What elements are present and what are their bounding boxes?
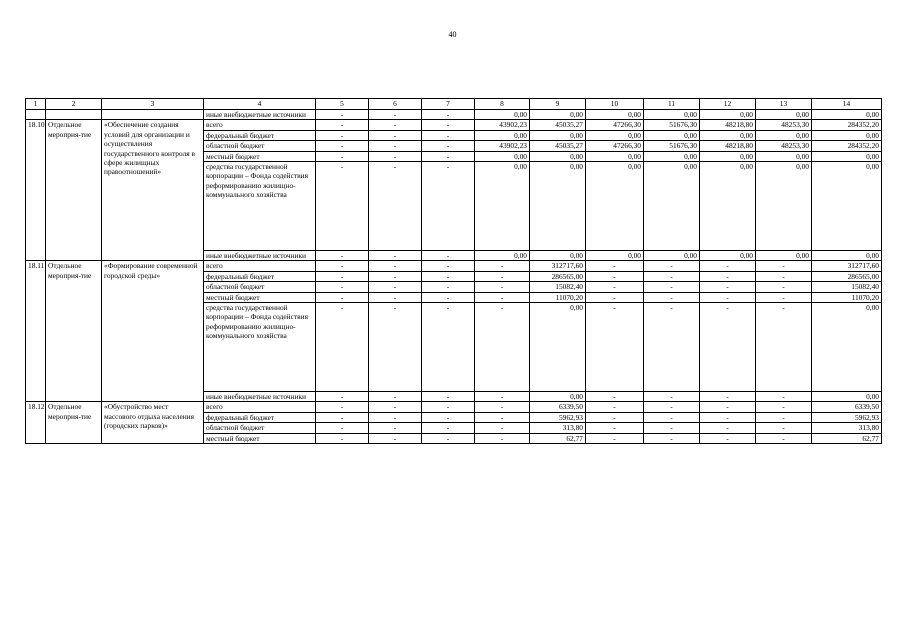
value-cell: - <box>756 423 812 433</box>
value-cell: 286565,00 <box>812 271 882 281</box>
value-cell: 62,77 <box>812 433 882 443</box>
value-cell: - <box>586 423 644 433</box>
value-cell: 0,00 <box>644 130 700 140</box>
value-cell: 0,00 <box>530 130 586 140</box>
value-cell: - <box>369 392 422 402</box>
value-cell: 45035,27 <box>530 141 586 151</box>
value-cell: 48218,80 <box>700 120 756 130</box>
value-cell: - <box>756 282 812 292</box>
budget-table <box>25 98 882 444</box>
value-cell: - <box>316 412 369 422</box>
value-cell: - <box>422 261 475 271</box>
value-cell: 6339,50 <box>812 402 882 412</box>
funding-source-cell: всего <box>204 261 316 271</box>
value-cell: 0,00 <box>475 130 530 140</box>
value-cell: - <box>422 271 475 281</box>
value-cell: 0,00 <box>812 162 882 251</box>
value-cell: 48253,30 <box>756 120 812 130</box>
value-cell: - <box>369 303 422 392</box>
value-cell: 5962,93 <box>812 412 882 422</box>
value-cell: 0,00 <box>530 162 586 251</box>
funding-source-cell: областной бюджет <box>204 282 316 292</box>
value-cell: - <box>475 423 530 433</box>
value-cell: - <box>422 151 475 161</box>
value-cell: - <box>475 271 530 281</box>
value-cell: - <box>756 261 812 271</box>
value-cell: - <box>644 392 700 402</box>
value-cell: - <box>644 423 700 433</box>
value-cell: - <box>316 423 369 433</box>
value-cell: - <box>316 251 369 261</box>
value-cell: 0,00 <box>475 151 530 161</box>
funding-source-cell: федеральный бюджет <box>204 271 316 281</box>
measure-name-cell <box>102 110 204 120</box>
value-cell: - <box>475 433 530 443</box>
funding-source-cell: областной бюджет <box>204 423 316 433</box>
measure-name-cell: «Обустройство мест массового отдыха населения (городских парков)» <box>102 402 204 444</box>
value-cell: 313,80 <box>812 423 882 433</box>
value-cell: 284352,20 <box>812 120 882 130</box>
value-cell: - <box>475 261 530 271</box>
column-header: 3 <box>102 99 204 110</box>
table-row <box>26 402 882 412</box>
table-row <box>26 110 882 120</box>
value-cell: 0,00 <box>644 151 700 161</box>
value-cell: - <box>422 412 475 422</box>
funding-source-cell: средства государственной корпорации – Фонда содействия реформированию жилищно-коммунального хозяйства <box>204 303 316 392</box>
value-cell: 0,00 <box>756 162 812 251</box>
table-row <box>26 120 882 130</box>
value-cell: - <box>316 292 369 302</box>
value-cell: 284352,20 <box>812 141 882 151</box>
value-cell: - <box>422 423 475 433</box>
value-cell: 0,00 <box>700 251 756 261</box>
value-cell: - <box>369 423 422 433</box>
value-cell: 15082,40 <box>812 282 882 292</box>
funding-source-cell: федеральный бюджет <box>204 130 316 140</box>
value-cell: - <box>475 292 530 302</box>
value-cell: - <box>316 120 369 130</box>
value-cell: 0,00 <box>644 162 700 251</box>
value-cell: - <box>369 251 422 261</box>
funding-source-cell: средства государственной корпорации – Фонда содействия реформированию жилищно-коммунального хозяйства <box>204 162 316 251</box>
value-cell: - <box>756 412 812 422</box>
value-cell: - <box>644 433 700 443</box>
value-cell: - <box>586 303 644 392</box>
value-cell: 312717,60 <box>530 261 586 271</box>
value-cell: 47266,30 <box>586 120 644 130</box>
value-cell: - <box>586 261 644 271</box>
value-cell: - <box>369 402 422 412</box>
value-cell: - <box>475 282 530 292</box>
value-cell: - <box>369 110 422 120</box>
row-number-cell: 18.10 <box>26 120 46 261</box>
value-cell: 0,00 <box>812 392 882 402</box>
value-cell: - <box>316 130 369 140</box>
value-cell: - <box>369 130 422 140</box>
measure-type-cell: Отдельное мероприя-тие <box>46 402 102 444</box>
table-row <box>26 261 882 271</box>
value-cell: - <box>700 303 756 392</box>
value-cell: - <box>316 271 369 281</box>
column-header: 11 <box>644 99 700 110</box>
funding-source-cell: всего <box>204 120 316 130</box>
value-cell: - <box>316 282 369 292</box>
value-cell: 43902,23 <box>475 141 530 151</box>
value-cell: - <box>316 402 369 412</box>
row-number-cell: 18.11 <box>26 261 46 402</box>
value-cell: - <box>756 433 812 443</box>
funding-source-cell: местный бюджет <box>204 151 316 161</box>
value-cell: - <box>644 412 700 422</box>
value-cell: 6339,50 <box>530 402 586 412</box>
row-number-cell <box>26 110 46 120</box>
value-cell: 51676,30 <box>644 141 700 151</box>
value-cell: - <box>644 282 700 292</box>
value-cell: 43902,23 <box>475 120 530 130</box>
value-cell: 0,00 <box>812 303 882 392</box>
column-header: 6 <box>369 99 422 110</box>
value-cell: - <box>422 303 475 392</box>
value-cell: 15082,40 <box>530 282 586 292</box>
column-header: 8 <box>475 99 530 110</box>
value-cell: 0,00 <box>700 110 756 120</box>
value-cell: 5962,93 <box>530 412 586 422</box>
value-cell: - <box>700 433 756 443</box>
measure-type-cell: Отдельное мероприя-тие <box>46 120 102 261</box>
value-cell: - <box>756 303 812 392</box>
value-cell: - <box>644 261 700 271</box>
value-cell: 11070,20 <box>812 292 882 302</box>
value-cell: - <box>316 151 369 161</box>
value-cell: - <box>644 271 700 281</box>
value-cell: - <box>700 423 756 433</box>
value-cell: 312717,60 <box>812 261 882 271</box>
value-cell: - <box>316 110 369 120</box>
value-cell: - <box>475 402 530 412</box>
value-cell: - <box>700 412 756 422</box>
value-cell: 0,00 <box>644 110 700 120</box>
funding-source-cell: всего <box>204 402 316 412</box>
value-cell: - <box>369 282 422 292</box>
value-cell: 0,00 <box>530 251 586 261</box>
value-cell: 0,00 <box>700 130 756 140</box>
row-number-cell: 18.12 <box>26 402 46 444</box>
value-cell: - <box>369 141 422 151</box>
funding-source-cell: иные внебюджетные источники <box>204 392 316 402</box>
value-cell: - <box>586 271 644 281</box>
value-cell: - <box>422 110 475 120</box>
value-cell: 0,00 <box>812 151 882 161</box>
value-cell: 0,00 <box>644 251 700 261</box>
value-cell: 0,00 <box>812 130 882 140</box>
column-header: 1 <box>26 99 46 110</box>
page-number: 40 <box>448 30 457 39</box>
value-cell: 0,00 <box>530 110 586 120</box>
measure-type-cell <box>46 110 102 120</box>
value-cell: - <box>644 303 700 392</box>
value-cell: - <box>369 412 422 422</box>
value-cell: 0,00 <box>530 151 586 161</box>
value-cell: - <box>369 120 422 130</box>
value-cell: - <box>756 392 812 402</box>
value-cell: 45035,27 <box>530 120 586 130</box>
value-cell: 0,00 <box>700 151 756 161</box>
value-cell: - <box>700 261 756 271</box>
value-cell: - <box>422 120 475 130</box>
value-cell: - <box>586 402 644 412</box>
column-header: 12 <box>700 99 756 110</box>
column-header: 5 <box>316 99 369 110</box>
value-cell: - <box>700 402 756 412</box>
funding-source-cell: иные внебюджетные источники <box>204 110 316 120</box>
funding-source-cell: иные внебюджетные источники <box>204 251 316 261</box>
value-cell: - <box>700 392 756 402</box>
value-cell: - <box>316 433 369 443</box>
value-cell: - <box>422 402 475 412</box>
value-cell: 51676,30 <box>644 120 700 130</box>
funding-source-cell: федеральный бюджет <box>204 412 316 422</box>
value-cell: - <box>586 392 644 402</box>
value-cell: - <box>756 292 812 302</box>
column-header: 9 <box>530 99 586 110</box>
value-cell: - <box>316 303 369 392</box>
value-cell: - <box>586 433 644 443</box>
value-cell: - <box>422 292 475 302</box>
value-cell: 0,00 <box>756 251 812 261</box>
value-cell: 0,00 <box>586 130 644 140</box>
value-cell: - <box>369 151 422 161</box>
value-cell: - <box>644 292 700 302</box>
value-cell: 0,00 <box>475 251 530 261</box>
value-cell: - <box>475 392 530 402</box>
value-cell: - <box>700 271 756 281</box>
column-header: 2 <box>46 99 102 110</box>
value-cell: 286565,00 <box>530 271 586 281</box>
value-cell: - <box>475 412 530 422</box>
value-cell: 0,00 <box>586 151 644 161</box>
header-row <box>26 99 882 110</box>
value-cell: - <box>316 392 369 402</box>
value-cell: - <box>369 261 422 271</box>
value-cell: - <box>422 141 475 151</box>
value-cell: - <box>369 292 422 302</box>
value-cell: - <box>586 282 644 292</box>
value-cell: - <box>422 392 475 402</box>
value-cell: 62,77 <box>530 433 586 443</box>
value-cell: - <box>422 433 475 443</box>
value-cell: 0,00 <box>812 251 882 261</box>
value-cell: 0,00 <box>530 303 586 392</box>
value-cell: - <box>316 162 369 251</box>
column-header: 10 <box>586 99 644 110</box>
measure-type-cell: Отдельное мероприя-тие <box>46 261 102 402</box>
value-cell: - <box>700 282 756 292</box>
value-cell: 48218,80 <box>700 141 756 151</box>
value-cell: - <box>369 162 422 251</box>
value-cell: - <box>756 402 812 412</box>
value-cell: 11070,20 <box>530 292 586 302</box>
value-cell: 47266,30 <box>586 141 644 151</box>
value-cell: 0,00 <box>700 162 756 251</box>
measure-name-cell: «Обеспечение создания условий для организации и осуществления государственного контроля в сфере жилищных правоотношений» <box>102 120 204 261</box>
value-cell: - <box>586 292 644 302</box>
value-cell: - <box>422 130 475 140</box>
value-cell: 0,00 <box>756 110 812 120</box>
value-cell: 0,00 <box>756 151 812 161</box>
value-cell: - <box>316 261 369 271</box>
value-cell: 0,00 <box>475 110 530 120</box>
column-header: 7 <box>422 99 475 110</box>
value-cell: - <box>422 251 475 261</box>
value-cell: 48253,30 <box>756 141 812 151</box>
value-cell: - <box>700 292 756 302</box>
value-cell: - <box>422 282 475 292</box>
value-cell: 0,00 <box>756 130 812 140</box>
value-cell: 0,00 <box>812 110 882 120</box>
funding-source-cell: местный бюджет <box>204 292 316 302</box>
column-header: 13 <box>756 99 812 110</box>
value-cell: 0,00 <box>530 392 586 402</box>
value-cell: 313,80 <box>530 423 586 433</box>
value-cell: - <box>369 433 422 443</box>
value-cell: - <box>369 271 422 281</box>
value-cell: - <box>475 303 530 392</box>
value-cell: - <box>316 141 369 151</box>
funding-source-cell: областной бюджет <box>204 141 316 151</box>
value-cell: - <box>644 402 700 412</box>
measure-name-cell: «Формирование современной городской среды» <box>102 261 204 402</box>
value-cell: - <box>422 162 475 251</box>
value-cell: - <box>586 412 644 422</box>
funding-source-cell: местный бюджет <box>204 433 316 443</box>
column-header: 4 <box>204 99 316 110</box>
value-cell: - <box>756 271 812 281</box>
value-cell: 0,00 <box>586 251 644 261</box>
value-cell: 0,00 <box>586 162 644 251</box>
value-cell: 0,00 <box>586 110 644 120</box>
column-header: 14 <box>812 99 882 110</box>
value-cell: 0,00 <box>475 162 530 251</box>
